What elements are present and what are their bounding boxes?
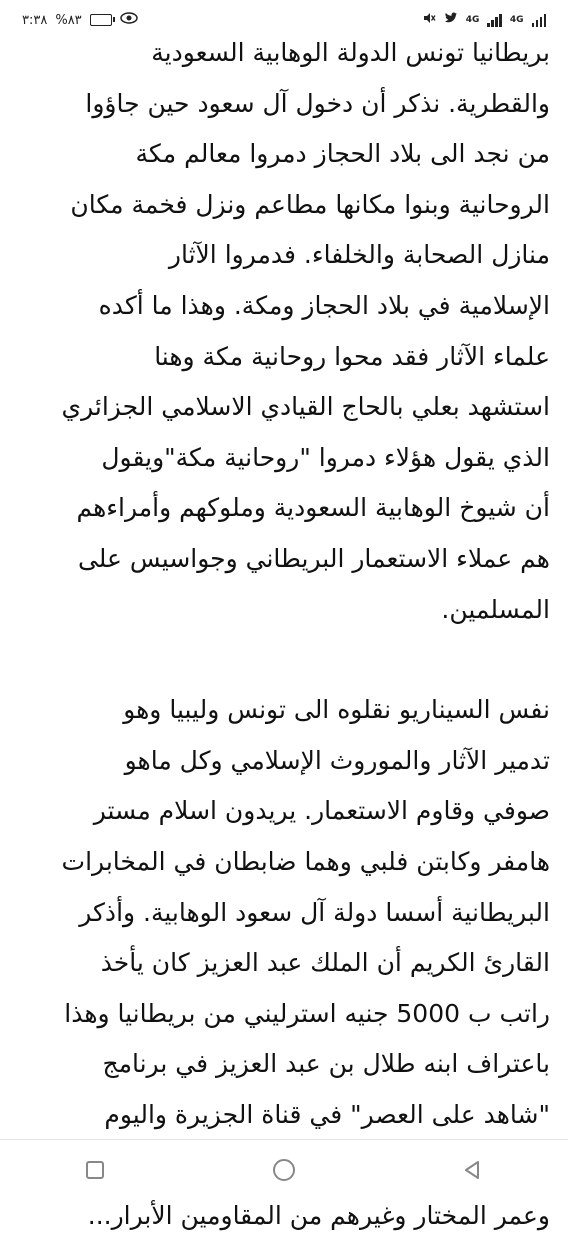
twitter-icon [444,12,458,28]
article-line: صوفي وقاوم الاستعمار. يريدون اسلام مستر [93,796,550,826]
network-type-1: 4G [465,15,480,25]
mute-icon [422,11,436,29]
recent-apps-button[interactable] [75,1150,115,1190]
navigation-bar [0,1139,568,1200]
article-body [0,28,568,1231]
article-line: الروحانية وبنوا مكانها مطاعم ونزل فخمة مكان [70,189,550,219]
article-line: وعمر المختار وغيرهم من المقاومين الأبرار... [87,1201,550,1231]
signal-icon [487,13,502,27]
article-line: تدمير الآثار والموروث الإسلامي وكل ماهو [124,745,550,775]
status-left [22,12,138,28]
signal-icon-2 [532,13,547,27]
article-line: القارئ الكريم أن الملك عبد العزيز كان يأخذ [100,948,550,978]
article-line: "شاهد على العصر" في قناة الجزيرة واليوم [104,1099,550,1129]
article-line: والقطرية. نذكر أن دخول آل سعود حين جاؤوا [85,88,550,118]
article-line: راتب ب 5000 جنيه استرليني من بريطانيا وهذا [64,998,550,1028]
article-line: الإسلامية في بلاد الحجاز ومكة. وهذا ما أكده [98,290,550,320]
article-line: من نجد الى بلاد الحجاز دمروا معالم مكة [135,139,550,169]
article-line: هم عملاء الاستعمار البريطاني وجواسيس على [77,543,550,573]
battery-icon [90,14,112,26]
article-line: الذي يقول هؤلاء دمروا "روحانية مكة"ويقول [101,442,550,472]
article-line: المسلمين. [441,594,550,624]
network-type-2: 4G [509,15,524,25]
article-line: نفس السيناريو نقلوه الى تونس وليبيا وهو [123,695,550,725]
home-icon [271,1157,297,1183]
clock: ٣:٣٨ [22,12,48,28]
back-icon [462,1159,484,1181]
recent-apps-icon [84,1159,106,1181]
article-line: بريطانيا تونس الدولة الوهابية السعودية [151,38,550,67]
article-line: البريطانية أسسا دولة آل سعود الوهابية. وأذكر [79,897,550,927]
article-line: استشهد بعلي بالحاج القيادي الاسلامي الجزائري [61,392,550,422]
paragraph-spacer [22,635,550,685]
article-line: هامفر وكابتن فلبي وهما ضابطان في المخابرات [61,846,550,876]
article-paragraph-1 [22,28,550,635]
back-button[interactable] [453,1150,493,1190]
battery-percent: %٨٣ [55,12,82,28]
article-line: علماء الآثار فقد محوا روحانية مكة وهنا [154,341,550,371]
home-button[interactable] [264,1150,304,1190]
article-line: باعتراف ابنه طلال بن عبد العزيز في برنامج [102,1049,550,1079]
status-right [422,11,546,29]
eye-icon [120,12,138,28]
article-line: منازل الصحابة والخلفاء. فدمروا الآثار [168,240,550,270]
article-line: أن شيوخ الوهابية السعودية وملوكهم وأمراءهم [76,493,550,523]
